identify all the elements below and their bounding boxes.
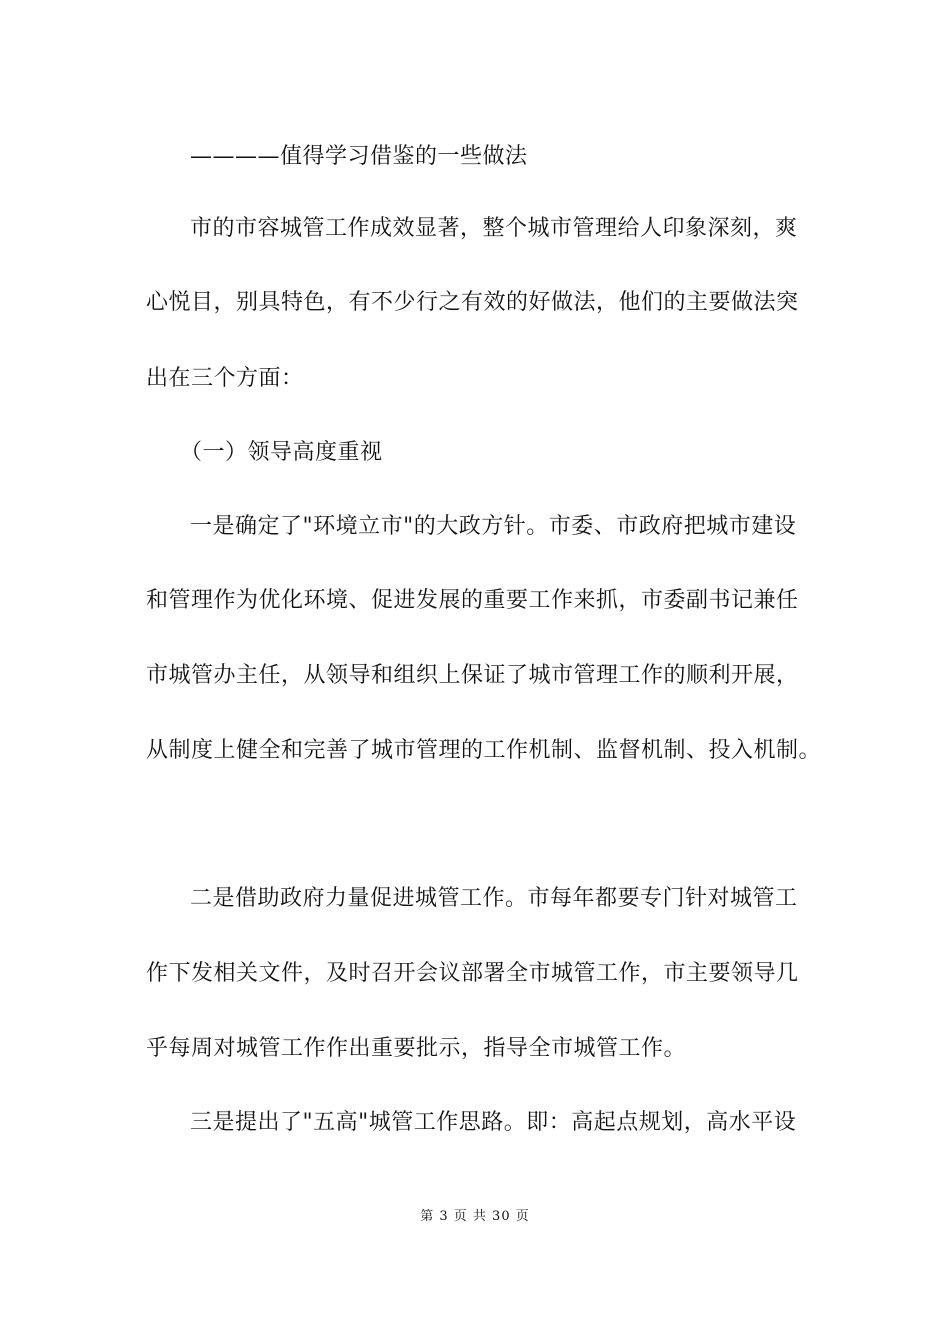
paragraph-line: 二是借助政府力量促进城管工作。市每年都要专门针对城管工 xyxy=(190,886,798,911)
paragraph-line: 和管理作为优化环境、促进发展的重要工作来抓，市委副书记兼任 xyxy=(146,588,799,613)
page-number-footer: 第 3 页 共 30 页 xyxy=(420,1209,530,1224)
paragraph-line: 市的市容城管工作成效显著，整个城市管理给人印象深刻，爽 xyxy=(190,216,798,241)
section-heading: （一）领导高度重视 xyxy=(180,440,383,465)
paragraph-line: 心悦目，别具特色，有不少行之有效的好做法，他们的主要做法突 xyxy=(146,290,799,315)
paragraph-line: 市城管办主任，从领导和组织上保证了城市管理工作的顺利开展， xyxy=(146,663,799,688)
paragraph-line: 一是确定了"环境立市"的大政方针。市委、市政府把城市建设 xyxy=(190,514,797,539)
section-subtitle: ————值得学习借鉴的一些做法 xyxy=(190,144,528,169)
paragraph-line: 作下发相关文件，及时召开会议部署全市城管工作，市主要领导几 xyxy=(146,961,799,986)
paragraph-line: 出在三个方面： xyxy=(146,366,304,391)
paragraph-line: 从制度上健全和完善了城市管理的工作机制、监督机制、投入机制。 xyxy=(146,738,822,763)
paragraph-line: 三是提出了"五高"城管工作思路。即：高起点规划，高水平设 xyxy=(190,1110,797,1135)
paragraph-line: 乎每周对城管工作作出重要批示，指导全市城管工作。 xyxy=(146,1036,687,1061)
